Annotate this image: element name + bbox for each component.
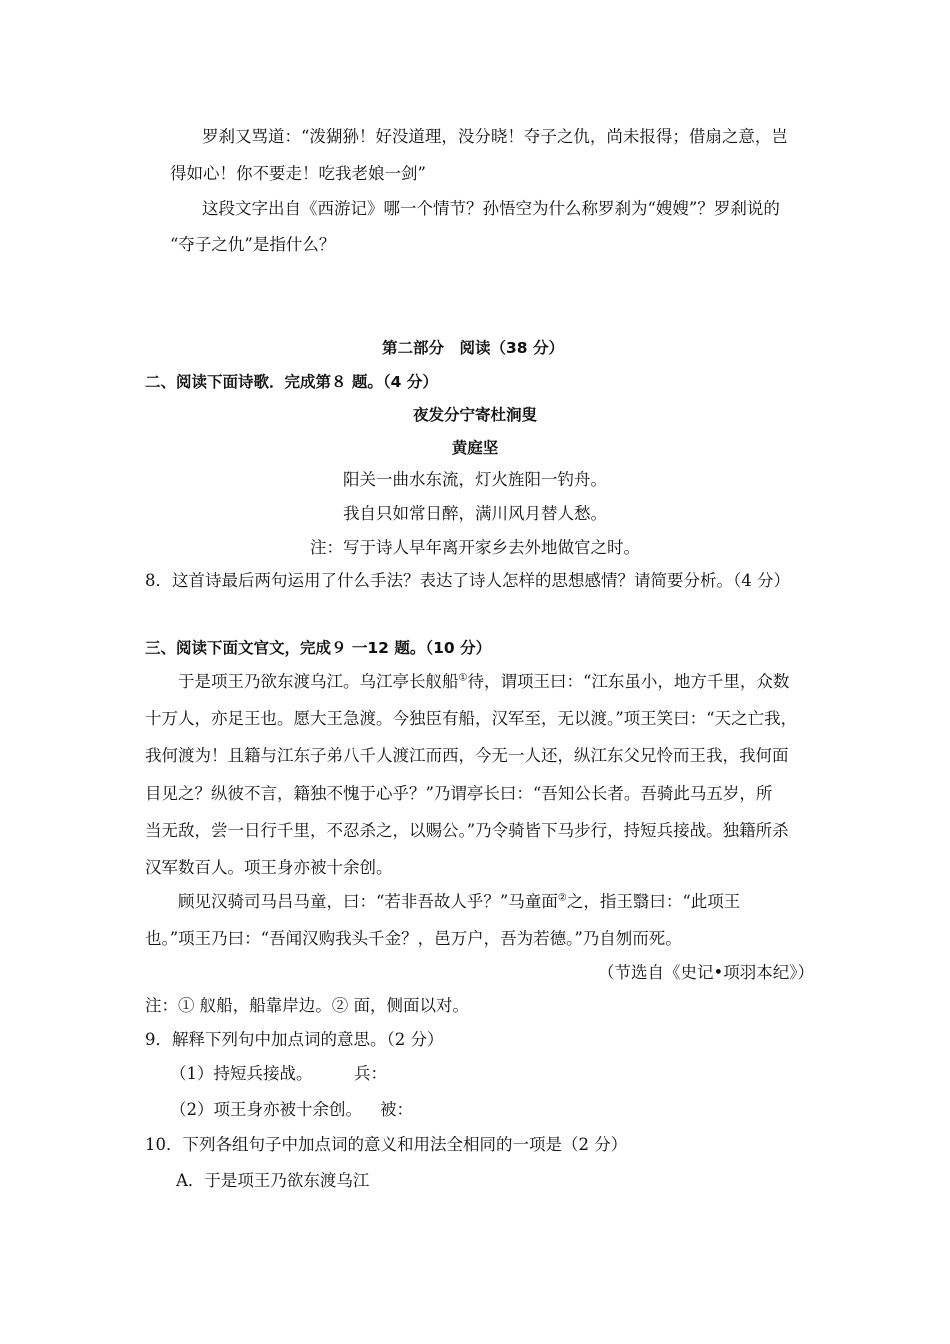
passage-text: 顾见汉骑司马吕马童，曰：“若非吾故人乎？”马童面: [178, 892, 558, 911]
passage-text: 待，谓项王曰：“江东虽小，地方千里，众数: [467, 672, 790, 691]
question-line: 这段文字出自《西游记》哪一个情节？孙悟空为什么称罗刹为“嫂嫂”？罗刹说的: [202, 199, 780, 218]
passage-line: 目见之？纵彼不言，籍独不愧于心乎？”乃谓亭长曰：“吾知公长者。吾骑此马五岁，所: [145, 784, 773, 803]
passage-line: 罗刹又骂道：“泼猢狲！好没道理，没分晓！夺子之仇，尚未报得；借扇之意，岂: [202, 127, 788, 146]
question-9: 9．解释下列句中加点词的意思。（2 分）: [145, 1030, 444, 1049]
passage-line: 当无敌，尝一日行千里，不忍杀之，以赐公。”乃令骑皆下马步行，持短兵接战。独籍所杀: [145, 821, 789, 840]
footnote-marker: ①: [458, 672, 468, 684]
passage-line: 也。”项王乃曰：“吾闻汉购我头千金？，邑万户，吾为若德。”乃自刎而死。: [145, 929, 682, 948]
question-10-option-a: A．于是项王乃欲东渡乌江: [176, 1171, 370, 1190]
poem-title: 夜发分宁寄杜涧叟: [412, 406, 537, 424]
question-9-1: （1）持短兵接战。: [170, 1064, 313, 1083]
passage-line: 汉军数百人。项王身亦被十余创。: [145, 858, 393, 877]
question-8: 8．这首诗最后两句运用了什么手法？表达了诗人怎样的思想感情？请简要分析。（4 分）: [145, 571, 790, 590]
poem-line: 阳关一曲水东流，灯火旌阳一钓舟。: [343, 470, 607, 489]
poem-line: 我自只如常日醉，满川风月替人愁。: [343, 504, 607, 523]
poem-note: 注：写于诗人早年离开家乡去外地做官之时。: [310, 538, 640, 557]
passage-line: 我何渡为！且籍与江东子弟八千人渡江而西，今无一人还，纵江东父兄怜而王我，我何面: [145, 746, 789, 765]
poem-author: 黄庭坚: [451, 439, 499, 457]
question-9-2-word: 被：: [380, 1100, 413, 1119]
question-9-2: （2）项王身亦被十余创。: [170, 1100, 362, 1119]
question-10: 10．下列各组句子中加点词的意义和用法全相同的一项是（2 分）: [145, 1135, 628, 1154]
question-line: “夺子之仇”是指什么？: [170, 235, 336, 254]
footnote: 注：① 舣船，船靠岸边。② 面，侧面以对。: [145, 996, 469, 1015]
passage-text: 于是项王乃欲东渡乌江。乌江亭长舣船: [178, 672, 459, 691]
passage-line: 十万人，亦足王也。愿大王急渡。今独臣有船，汉军至，无以渡。”项王笑曰：“天之亡我，: [145, 709, 798, 728]
passage-line: [178, 671, 789, 693]
part-heading: 第二部分 阅读（38 分）: [382, 339, 564, 357]
source-citation: （节选自《史记•项羽本纪》）: [598, 963, 814, 982]
passage-text: 之，指王翳曰：“此项王: [566, 892, 741, 911]
question-9-1-word: 兵：: [354, 1064, 387, 1083]
footnote-marker: ②: [557, 892, 567, 904]
passage-line: 得如心！你不要走！吃我老娘一剑”: [170, 164, 426, 183]
section-title: 二、阅读下面诗歌．完成第８ 题。（4 分）: [145, 373, 438, 391]
passage-line: [178, 891, 740, 913]
section-title: 三、阅读下面文官文，完成９ 一12 题。（10 分）: [145, 639, 492, 657]
